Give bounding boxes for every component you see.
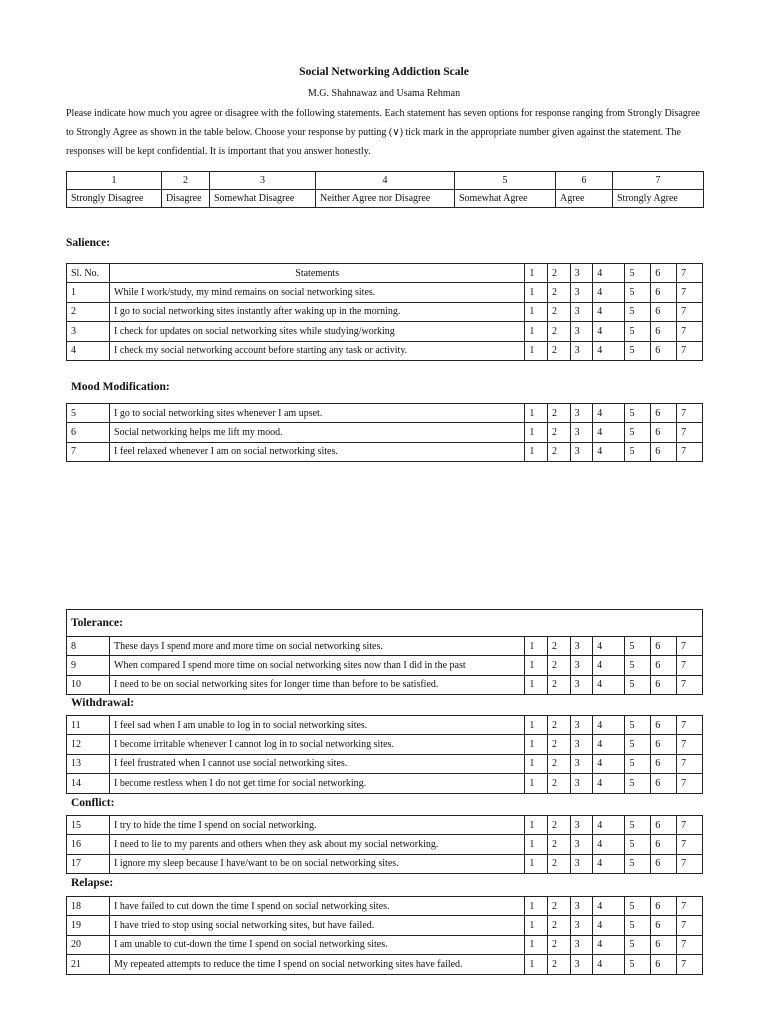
item-statement: I become irritable whenever I cannot log in to social networking sites. (110, 735, 525, 754)
response-option[interactable]: 5 (625, 854, 651, 873)
response-option[interactable]: 5 (625, 322, 651, 341)
response-option[interactable]: 4 (593, 637, 625, 656)
response-option[interactable]: 7 (677, 637, 703, 656)
response-option[interactable]: 4 (593, 916, 625, 935)
section-heading-tolerance: Tolerance: (67, 610, 703, 637)
scale-label: Somewhat Agree (455, 190, 556, 208)
item-number: 3 (67, 322, 110, 341)
relapse-table (66, 896, 703, 975)
scale-label: Agree (556, 190, 613, 208)
item-row (67, 302, 703, 321)
response-option[interactable]: 7 (677, 423, 703, 442)
option-header: 2 (548, 264, 571, 283)
response-option[interactable]: 6 (651, 637, 677, 656)
item-statement: I am unable to cut-down the time I spend on social networking sites. (110, 935, 525, 954)
item-statement: When compared I spend more time on social networking sites now than I did in the past (110, 656, 525, 675)
response-option[interactable]: 2 (548, 916, 571, 935)
item-row (67, 656, 703, 675)
response-option[interactable]: 7 (677, 442, 703, 461)
response-option[interactable]: 1 (525, 675, 548, 694)
item-row (67, 897, 703, 916)
section-heading-relapse: Relapse: (71, 877, 114, 889)
item-statement: I check for updates on social networking sites while studying/working (110, 322, 525, 341)
response-option[interactable]: 1 (525, 854, 548, 873)
response-option[interactable]: 5 (625, 675, 651, 694)
scale-label: Neither Agree nor Disagree (316, 190, 455, 208)
response-option[interactable]: 3 (570, 675, 593, 694)
scale-number: 7 (613, 172, 704, 190)
scale-number: 1 (67, 172, 162, 190)
response-option[interactable]: 6 (651, 341, 677, 360)
response-option[interactable]: 5 (625, 835, 651, 854)
response-option[interactable]: 3 (570, 442, 593, 461)
item-row (67, 835, 703, 854)
response-option[interactable]: 5 (625, 423, 651, 442)
response-option[interactable]: 3 (570, 816, 593, 835)
response-option[interactable]: 4 (593, 675, 625, 694)
item-statement: My repeated attempts to reduce the time I spend on social networking sites have failed. (110, 955, 525, 974)
response-option[interactable]: 7 (677, 322, 703, 341)
response-option[interactable]: 7 (677, 656, 703, 675)
response-option[interactable]: 4 (593, 716, 625, 735)
option-header: 7 (677, 264, 703, 283)
response-option[interactable]: 3 (570, 637, 593, 656)
item-number: 18 (67, 897, 110, 916)
item-number: 4 (67, 341, 110, 360)
response-option[interactable]: 1 (525, 322, 548, 341)
response-option[interactable]: 3 (570, 283, 593, 302)
item-number: 9 (67, 656, 110, 675)
response-option[interactable]: 6 (651, 716, 677, 735)
instructions: Please indicate how much you agree or disagree with the following statements. Each statement has seven options for response ranging from Strongly Disagree to Strongly Agree as shown in the table below. Choose your response by putting (∨) tick mark in the appropriate number given against the statement. The responses will be kept confidential. It is important that you answer honestly. (66, 108, 700, 157)
item-statement: I have tried to stop using social networking sites, but have failed. (110, 916, 525, 935)
response-option[interactable]: 1 (525, 716, 548, 735)
response-option[interactable]: 7 (677, 754, 703, 773)
response-option[interactable]: 3 (570, 897, 593, 916)
item-number: 13 (67, 754, 110, 773)
response-option[interactable]: 7 (677, 955, 703, 974)
response-option[interactable]: 6 (651, 774, 677, 793)
item-number: 14 (67, 774, 110, 793)
response-option[interactable]: 6 (651, 656, 677, 675)
option-header: 3 (570, 264, 593, 283)
item-number: 15 (67, 816, 110, 835)
response-option[interactable]: 5 (625, 774, 651, 793)
response-option[interactable]: 4 (593, 283, 625, 302)
response-option[interactable]: 1 (525, 341, 548, 360)
item-number: 10 (67, 675, 110, 694)
response-option[interactable]: 6 (651, 935, 677, 954)
response-option[interactable]: 3 (570, 955, 593, 974)
response-option[interactable]: 5 (625, 442, 651, 461)
item-statement: I check my social networking account before starting any task or activity. (110, 341, 525, 360)
response-option[interactable]: 3 (570, 735, 593, 754)
response-option[interactable]: 6 (651, 442, 677, 461)
response-option[interactable]: 3 (570, 754, 593, 773)
response-option[interactable]: 5 (625, 716, 651, 735)
section-heading-mood-modification: Mood Modification: (71, 381, 170, 393)
response-option[interactable]: 3 (570, 774, 593, 793)
item-number: 16 (67, 835, 110, 854)
section-heading-conflict: Conflict: (71, 797, 115, 809)
item-statement: I go to social networking sites instantly after waking up in the morning. (110, 302, 525, 321)
response-option[interactable]: 6 (651, 854, 677, 873)
item-statement: I need to be on social networking sites for longer time than before to be satisfied. (110, 675, 525, 694)
item-row (67, 854, 703, 873)
response-option[interactable]: 2 (548, 935, 571, 954)
item-row (67, 735, 703, 754)
response-option[interactable]: 2 (547, 675, 570, 694)
response-option[interactable]: 1 (525, 816, 548, 835)
mood-modification-table (66, 403, 703, 462)
response-option[interactable]: 6 (651, 302, 677, 321)
response-option[interactable]: 4 (593, 404, 625, 423)
response-option[interactable]: 2 (548, 322, 571, 341)
item-statement: I ignore my sleep because I have/want to be on social networking sites. (110, 854, 525, 873)
response-option[interactable]: 2 (548, 816, 571, 835)
response-option[interactable]: 1 (525, 637, 548, 656)
response-option[interactable]: 7 (677, 835, 703, 854)
response-option[interactable]: 3 (570, 423, 593, 442)
response-option[interactable]: 2 (548, 754, 571, 773)
response-option[interactable]: 6 (651, 916, 677, 935)
response-option[interactable]: 1 (525, 835, 548, 854)
response-option[interactable]: 7 (677, 302, 703, 321)
response-option[interactable]: 5 (625, 404, 651, 423)
response-option[interactable]: 4 (593, 341, 625, 360)
response-option[interactable]: 5 (625, 656, 651, 675)
response-option[interactable]: 2 (548, 735, 571, 754)
item-statement: I try to hide the time I spend on social networking. (110, 816, 525, 835)
response-option[interactable]: 7 (677, 735, 703, 754)
item-statement: These days I spend more and more time on social networking sites. (110, 637, 525, 656)
response-option[interactable]: 4 (593, 935, 625, 954)
item-row (67, 404, 703, 423)
conflict-table (66, 815, 703, 874)
response-option[interactable]: 7 (677, 897, 703, 916)
response-option[interactable]: 4 (593, 835, 625, 854)
response-option[interactable]: 4 (593, 897, 625, 916)
scale-number: 6 (556, 172, 613, 190)
item-number: 8 (67, 637, 110, 656)
response-option[interactable]: 5 (625, 935, 651, 954)
item-row (67, 283, 703, 302)
response-option[interactable]: 3 (570, 916, 593, 935)
response-option[interactable]: 1 (525, 774, 548, 793)
item-row (67, 341, 703, 360)
salience-table (66, 263, 703, 361)
response-option[interactable]: 1 (525, 897, 548, 916)
response-option[interactable]: 6 (651, 283, 677, 302)
document-title: Social Networking Addiction Scale (299, 66, 469, 78)
response-option[interactable]: 7 (677, 675, 703, 694)
response-option[interactable]: 6 (651, 735, 677, 754)
response-option[interactable]: 4 (593, 854, 625, 873)
response-scale-table (66, 171, 704, 208)
item-statement: I feel frustrated when I cannot use social networking sites. (110, 754, 525, 773)
scale-number: 4 (316, 172, 455, 190)
response-option[interactable]: 6 (651, 322, 677, 341)
response-option[interactable]: 2 (548, 423, 571, 442)
response-option[interactable]: 5 (625, 302, 651, 321)
response-option[interactable]: 2 (548, 404, 571, 423)
response-option[interactable]: 6 (651, 955, 677, 974)
item-statement: I need to lie to my parents and others when they ask about my social networking. (110, 835, 525, 854)
item-statement: I feel sad when I am unable to log in to social networking sites. (110, 716, 525, 735)
item-statement: While I work/study, my mind remains on social networking sites. (110, 283, 525, 302)
response-option[interactable]: 2 (548, 283, 571, 302)
item-row (67, 955, 703, 974)
response-option[interactable]: 7 (677, 854, 703, 873)
response-option[interactable]: 4 (593, 955, 625, 974)
item-number: 20 (67, 935, 110, 954)
response-option[interactable]: 2 (548, 302, 571, 321)
item-row (67, 675, 703, 694)
response-option[interactable]: 6 (651, 835, 677, 854)
response-option[interactable]: 3 (570, 341, 593, 360)
scale-number: 5 (455, 172, 556, 190)
response-option[interactable]: 1 (525, 754, 548, 773)
scale-number: 2 (162, 172, 210, 190)
response-option[interactable]: 7 (677, 816, 703, 835)
item-number: 21 (67, 955, 110, 974)
item-statement: I have failed to cut down the time I spend on social networking sites. (110, 897, 525, 916)
item-row (67, 637, 703, 656)
response-option[interactable]: 2 (548, 716, 571, 735)
tolerance-table (66, 609, 703, 695)
response-option[interactable]: 5 (625, 735, 651, 754)
response-option[interactable]: 4 (593, 322, 625, 341)
response-option[interactable]: 6 (651, 404, 677, 423)
item-statement: Social networking helps me lift my mood. (110, 423, 525, 442)
table-header-row (67, 264, 703, 283)
scale-label: Strongly Agree (613, 190, 704, 208)
item-row (67, 916, 703, 935)
response-option[interactable]: 6 (651, 423, 677, 442)
response-option[interactable]: 6 (651, 897, 677, 916)
response-option[interactable]: 4 (593, 774, 625, 793)
response-option[interactable]: 5 (625, 916, 651, 935)
response-option[interactable]: 3 (570, 935, 593, 954)
response-option[interactable]: 1 (525, 916, 548, 935)
response-option[interactable]: 5 (625, 897, 651, 916)
item-statement: I go to social networking sites whenever I am upset. (110, 404, 525, 423)
response-option[interactable]: 1 (525, 935, 548, 954)
item-number: 17 (67, 854, 110, 873)
section-heading-withdrawal: Withdrawal: (71, 697, 135, 709)
option-header: 5 (625, 264, 651, 283)
response-option[interactable]: 7 (677, 716, 703, 735)
item-number: 5 (67, 404, 110, 423)
item-statement: I become restless when I do not get time for social networking. (110, 774, 525, 793)
response-option[interactable]: 1 (525, 302, 548, 321)
option-header: 6 (651, 264, 677, 283)
statements-header: Statements (110, 264, 525, 283)
sl-no-header: Sl. No. (67, 264, 110, 283)
response-option[interactable]: 7 (677, 341, 703, 360)
item-row (67, 322, 703, 341)
response-option[interactable]: 6 (651, 754, 677, 773)
item-row (67, 423, 703, 442)
response-option[interactable]: 5 (625, 816, 651, 835)
item-row (67, 816, 703, 835)
response-option[interactable]: 1 (525, 955, 548, 974)
item-number: 19 (67, 916, 110, 935)
response-option[interactable]: 1 (525, 404, 548, 423)
response-option[interactable]: 5 (625, 955, 651, 974)
section-heading-salience: Salience: (66, 237, 111, 249)
response-option[interactable]: 7 (677, 935, 703, 954)
response-option[interactable]: 3 (570, 716, 593, 735)
item-number: 6 (67, 423, 110, 442)
item-row (67, 774, 703, 793)
response-option[interactable]: 2 (547, 656, 570, 675)
response-option[interactable]: 4 (593, 735, 625, 754)
response-option[interactable]: 7 (677, 404, 703, 423)
response-option[interactable]: 5 (625, 754, 651, 773)
response-option[interactable]: 5 (625, 283, 651, 302)
item-number: 7 (67, 442, 110, 461)
response-option[interactable]: 2 (548, 835, 571, 854)
scale-label: Disagree (162, 190, 210, 208)
response-option[interactable]: 7 (677, 283, 703, 302)
response-option[interactable]: 7 (677, 916, 703, 935)
item-statement: I feel relaxed whenever I am on social networking sites. (110, 442, 525, 461)
response-option[interactable]: 4 (593, 302, 625, 321)
response-option[interactable]: 2 (548, 341, 571, 360)
response-option[interactable]: 5 (625, 637, 651, 656)
response-option[interactable]: 4 (593, 656, 625, 675)
response-option[interactable]: 2 (548, 442, 571, 461)
response-option[interactable]: 2 (548, 955, 571, 974)
response-option[interactable]: 1 (525, 283, 548, 302)
response-option[interactable]: 1 (525, 423, 548, 442)
response-option[interactable]: 6 (651, 816, 677, 835)
authors: M.G. Shahnawaz and Usama Rehman (307, 88, 461, 99)
item-number: 11 (67, 716, 110, 735)
scale-number: 3 (210, 172, 316, 190)
response-option[interactable]: 3 (570, 302, 593, 321)
response-option[interactable]: 2 (548, 897, 571, 916)
response-option[interactable]: 2 (548, 774, 571, 793)
response-option[interactable]: 3 (570, 322, 593, 341)
response-option[interactable]: 2 (548, 854, 571, 873)
response-option[interactable]: 2 (547, 637, 570, 656)
item-number: 1 (67, 283, 110, 302)
response-option[interactable]: 1 (525, 656, 548, 675)
scale-label: Strongly Disagree (67, 190, 162, 208)
response-option[interactable]: 1 (525, 442, 548, 461)
response-option[interactable]: 7 (677, 774, 703, 793)
response-option[interactable]: 4 (593, 754, 625, 773)
response-option[interactable]: 3 (570, 404, 593, 423)
item-row (67, 754, 703, 773)
option-header: 4 (593, 264, 625, 283)
response-option[interactable]: 6 (651, 675, 677, 694)
response-option[interactable]: 5 (625, 341, 651, 360)
withdrawal-table (66, 715, 703, 794)
response-option[interactable]: 4 (593, 816, 625, 835)
response-option[interactable]: 4 (593, 423, 625, 442)
response-option[interactable]: 4 (593, 442, 625, 461)
response-option[interactable]: 3 (570, 656, 593, 675)
item-number: 2 (67, 302, 110, 321)
item-row (67, 442, 703, 461)
response-option[interactable]: 3 (570, 854, 593, 873)
item-number: 12 (67, 735, 110, 754)
item-row (67, 935, 703, 954)
response-option[interactable]: 3 (570, 835, 593, 854)
response-option[interactable]: 1 (525, 735, 548, 754)
item-row (67, 716, 703, 735)
scale-label: Somewhat Disagree (210, 190, 316, 208)
option-header: 1 (525, 264, 548, 283)
